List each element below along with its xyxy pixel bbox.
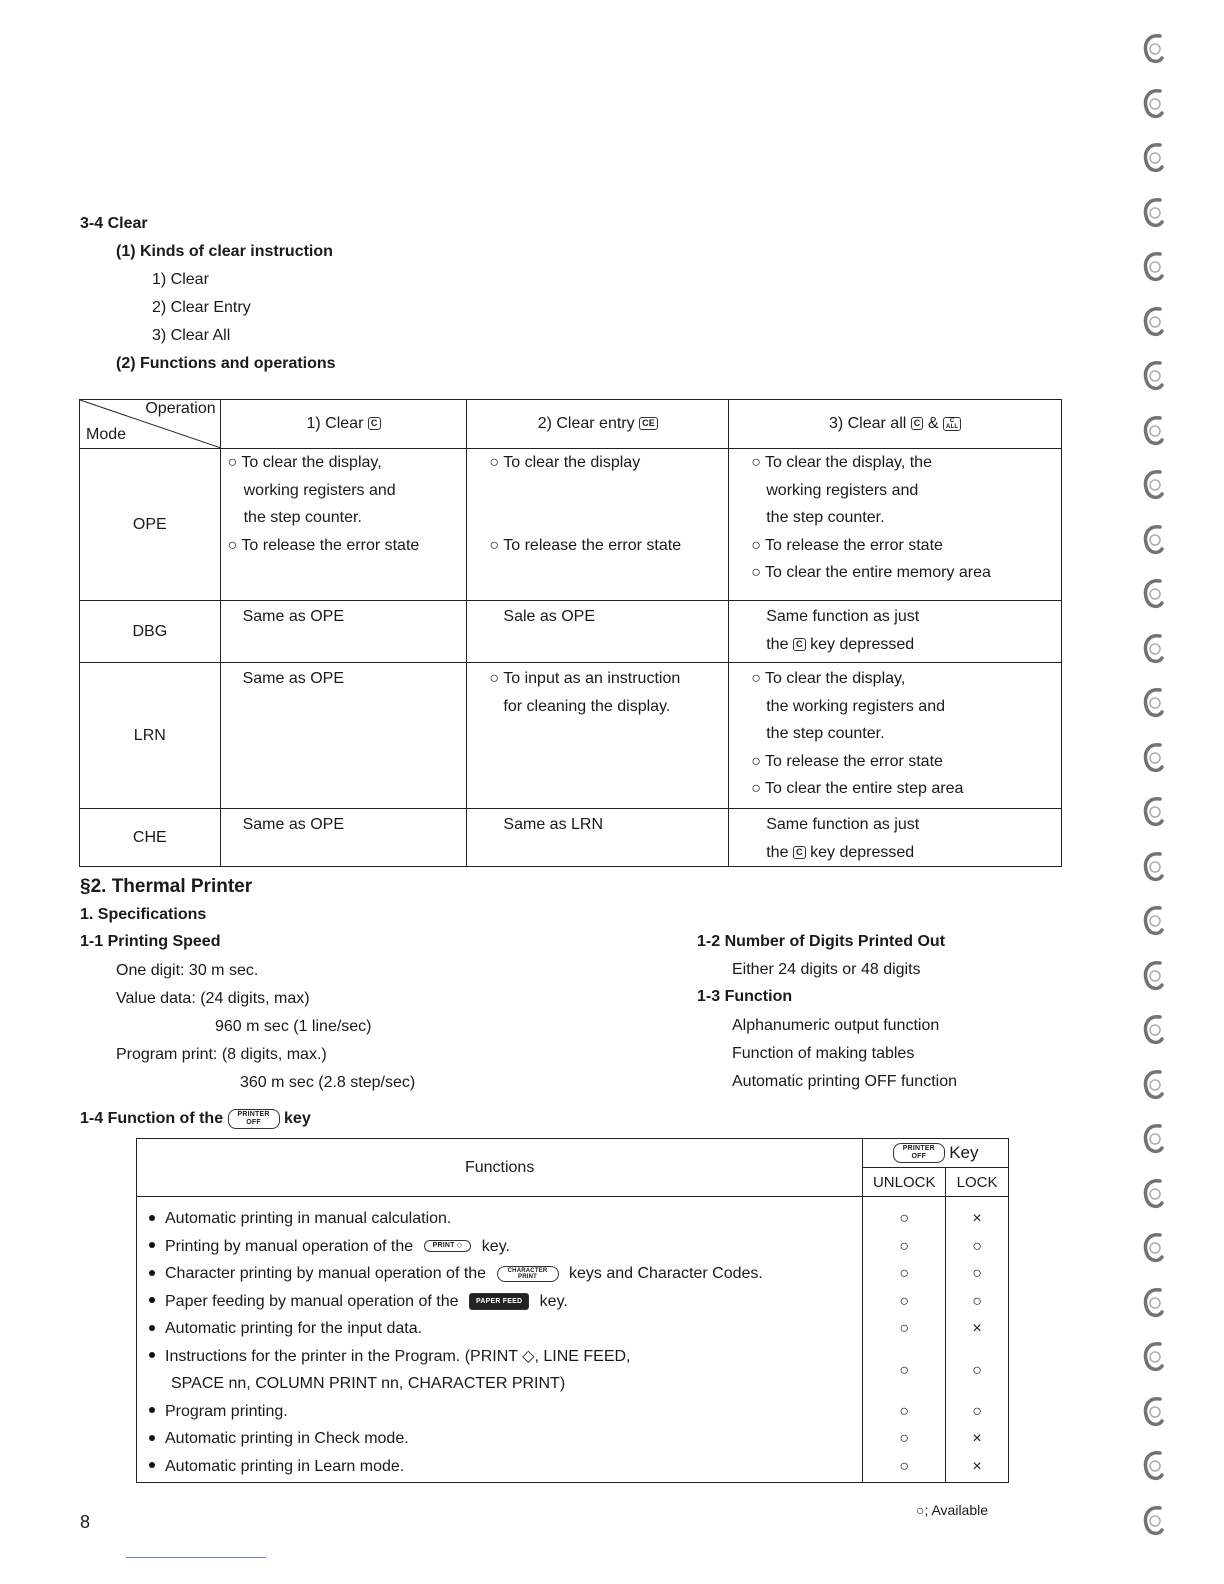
lock-mark: ○: [972, 1265, 982, 1282]
lock-header: LOCK: [946, 1168, 1009, 1197]
unlock-mark: ○: [899, 1361, 910, 1379]
cell-text: ○ To clear the entire step area: [751, 780, 964, 797]
cell-text: ○ To release the error state: [751, 536, 943, 554]
legend: ○; Available: [916, 1502, 989, 1518]
binder-hole-icon: [1138, 139, 1172, 175]
unlock-column: [863, 1197, 946, 1483]
cell-text: the: [766, 635, 789, 653]
binder-hole-icon: [1138, 1175, 1172, 1211]
footer-rule: [126, 1557, 266, 1558]
kind-item: 3) Clear All: [152, 327, 231, 344]
lock-mark: ×: [972, 1320, 982, 1337]
binder-hole-icon: [1138, 1229, 1172, 1265]
clear-all-cell: [729, 809, 1062, 867]
function-text: Automatic printing in Check mode.: [165, 1430, 409, 1447]
specifications-heading: 1. Specifications: [80, 906, 207, 923]
subheading-functions: (2) Functions and operations: [116, 355, 336, 372]
spec-line: 960 m sec (1 line/sec): [215, 1018, 372, 1035]
mode-cell: CHE: [80, 809, 221, 867]
key-header: [863, 1139, 1009, 1168]
cell-text: ○ To clear the display, the: [751, 454, 932, 471]
kind-item: 2) Clear Entry: [152, 299, 251, 316]
cell-text: working registers and: [766, 481, 919, 499]
binder-hole-icon: [1138, 1120, 1172, 1156]
spec-line: Automatic printing OFF function: [732, 1073, 957, 1090]
mode-cell: LRN: [80, 663, 221, 809]
cell-text: ○ To clear the display: [489, 454, 641, 471]
binder-hole-icon: [1138, 1338, 1172, 1374]
unlock-header: UNLOCK: [863, 1168, 946, 1197]
printer-off-key-icon: PRINTER OFF: [228, 1109, 280, 1129]
binder-hole-icon: [1138, 848, 1172, 884]
function-text: Automatic printing in Learn mode.: [165, 1457, 405, 1475]
clear-entry-cell: [467, 809, 729, 867]
lock-column: [946, 1197, 1009, 1483]
function-item-continued: SPACE nn, COLUMN PRINT nn, CHARACTER PRINT): [171, 1375, 566, 1392]
function-item: [137, 1343, 862, 1371]
binder-hole-icon: [1138, 357, 1172, 393]
cell-text: ○ To clear the display,: [227, 454, 382, 471]
lock-mark: ×: [972, 1430, 982, 1447]
clear-all-cell: [729, 663, 1062, 809]
col-header-clear-all: [729, 400, 1062, 449]
table-header-row: [80, 400, 1062, 449]
c-key-icon: C: [793, 846, 806, 859]
binder-hole-icon: [1138, 1011, 1172, 1047]
unlock-mark: ○: [899, 1237, 910, 1255]
col-header-label: 3) Clear all: [828, 415, 907, 432]
lock-mark: ×: [972, 1210, 982, 1227]
binder-hole-icon: [1138, 194, 1172, 230]
function-text: Character printing by manual operation of the: [165, 1265, 487, 1282]
unlock-mark: ○: [899, 1457, 910, 1475]
function-item: [137, 1425, 862, 1453]
binder-hole-icon: [1138, 85, 1172, 121]
table-row: [80, 449, 1062, 601]
binder-hole-icon: [1138, 1066, 1172, 1102]
function-item: [137, 1205, 862, 1233]
subheading-kinds: (1) Kinds of clear instruction: [116, 243, 333, 260]
binder-hole-icon: [1138, 303, 1172, 339]
unlock-mark: ○: [899, 1320, 910, 1337]
binder-hole-icon: [1138, 248, 1172, 284]
character-print-key-icon: CHARACTER PRINT: [497, 1266, 559, 1282]
function-item: [137, 1398, 862, 1426]
table-row: [80, 809, 1062, 867]
function-text: keys and Character Codes.: [568, 1265, 763, 1282]
print-key-icon: PRINT ◇: [424, 1240, 472, 1252]
clear-all-cell: [729, 601, 1062, 663]
function-text: Program printing.: [165, 1402, 288, 1420]
unlock-mark: ○: [899, 1265, 910, 1282]
spec-line: Value data: (24 digits, max): [116, 990, 310, 1007]
clear-cell: [220, 601, 467, 663]
unlock-mark: ○: [899, 1292, 910, 1310]
binder-hole-icon: [1138, 684, 1172, 720]
binder-hole-icon: [1138, 1447, 1172, 1483]
table-row: [80, 601, 1062, 663]
section-heading-clear: 3-4 Clear: [80, 215, 148, 232]
function-text: key.: [539, 1292, 568, 1310]
section-heading-thermal-printer: §2. Thermal Printer: [80, 876, 253, 897]
page-number: 8: [80, 1512, 91, 1532]
printer-off-heading: [80, 1109, 311, 1129]
c-all-key-icon: C ALL: [943, 417, 961, 431]
heading-text: 1-4 Function of the: [80, 1110, 224, 1128]
binder-hole-icon: [1138, 630, 1172, 666]
functions-list: [137, 1197, 863, 1483]
lock-mark: ×: [972, 1457, 982, 1475]
printer-off-key-icon: PRINTER OFF: [893, 1143, 945, 1163]
table-row: [80, 663, 1062, 809]
lock-mark: ○: [972, 1402, 982, 1420]
binder-hole-icon: [1138, 575, 1172, 611]
cell-text: ○ To clear the display,: [751, 670, 906, 687]
functions-header: Functions: [137, 1139, 863, 1197]
function-item: [137, 1233, 862, 1261]
function-text: Paper feeding by manual operation of the: [165, 1292, 459, 1310]
function-item: [137, 1315, 862, 1343]
binder-hole-icon: [1138, 1284, 1172, 1320]
lock-mark: ○: [972, 1361, 982, 1379]
function-text: Automatic printing for the input data.: [165, 1320, 423, 1337]
col-header-clear: [220, 400, 467, 449]
c-key-icon: C: [793, 638, 806, 651]
mode-operation-header: [80, 400, 221, 449]
kind-item: 1) Clear: [152, 271, 209, 288]
spec-line: Alphanumeric output function: [732, 1017, 940, 1034]
spec-line: Either 24 digits or 48 digits: [732, 961, 921, 978]
spec-line: Program print: (8 digits, max.): [116, 1046, 327, 1063]
binder-hole-icon: [1138, 1393, 1172, 1429]
cell-text: key depressed: [810, 843, 915, 861]
binder-hole-icon: [1138, 521, 1172, 557]
function-text: Automatic printing in manual calculation.: [165, 1210, 452, 1227]
cell-text: Same as OPE: [242, 608, 344, 625]
operation-label: Operation: [145, 400, 216, 417]
cell-text: Same as OPE: [242, 670, 344, 687]
binder-hole-icon: [1138, 466, 1172, 502]
function-item: [137, 1453, 862, 1481]
mode-label: Mode: [86, 426, 127, 443]
table-body: [137, 1197, 1009, 1483]
printing-speed-heading: 1-1 Printing Speed: [80, 933, 221, 950]
paper-feed-key-icon: PAPER FEED: [469, 1293, 529, 1310]
c-key-icon: C: [911, 417, 924, 430]
mode-cell: DBG: [80, 601, 221, 663]
cell-text: key depressed: [810, 635, 915, 653]
ampersand: &: [927, 415, 939, 432]
cell-text: Sale as OPE: [503, 608, 596, 625]
function-heading: 1-3 Function: [697, 988, 793, 1005]
binder-hole-icon: [1138, 902, 1172, 938]
ce-key-icon: CE: [639, 417, 658, 430]
lock-mark: ○: [972, 1292, 982, 1310]
spec-line: Function of making tables: [732, 1045, 915, 1062]
digits-printed-heading: 1-2 Number of Digits Printed Out: [697, 933, 946, 950]
binder-hole-icon: [1138, 739, 1172, 775]
binder-hole-icon: [1138, 957, 1172, 993]
cell-text: ○ To release the error state: [227, 536, 420, 554]
cell-text: Same function as just: [766, 816, 920, 833]
cell-text: the step counter.: [766, 509, 885, 526]
clear-cell: [220, 449, 467, 601]
cell-text: ○ To clear the entire memory area: [751, 564, 991, 581]
mode-cell: OPE: [80, 449, 221, 601]
cell-text: the step counter.: [766, 725, 885, 742]
unlock-mark: ○: [899, 1210, 910, 1227]
heading-text: key: [284, 1110, 311, 1128]
col-header-label: 1) Clear: [306, 415, 364, 432]
cell-text: working registers and: [243, 481, 396, 499]
function-text: Printing by manual operation of the: [165, 1237, 414, 1255]
function-text: key.: [481, 1237, 510, 1255]
cell-text: Same as OPE: [242, 816, 344, 833]
unlock-mark: ○: [899, 1402, 910, 1420]
spec-line: One digit: 30 m sec.: [116, 962, 259, 979]
function-item: [137, 1260, 862, 1288]
unlock-mark: ○: [899, 1430, 910, 1447]
c-key-icon: C: [368, 417, 381, 430]
clear-entry-cell: [467, 601, 729, 663]
printer-off-function-table: [136, 1138, 1009, 1483]
col-header-label: 2) Clear entry: [537, 415, 635, 432]
function-text: Instructions for the printer in the Program. (PRINT ◇, LINE FEED,: [165, 1347, 631, 1365]
cell-text: ○ To release the error state: [751, 752, 943, 770]
key-label: Key: [949, 1142, 979, 1162]
binder-hole-icon: [1138, 30, 1172, 66]
lock-mark: ○: [972, 1237, 982, 1255]
clear-functions-table: [79, 399, 1062, 867]
clear-all-cell: [729, 449, 1062, 601]
binder-hole-icon: [1138, 412, 1172, 448]
cell-text: ○ To input as an instruction: [489, 670, 681, 687]
cell-text: the: [766, 843, 789, 861]
cell-text: the working registers and: [766, 697, 945, 715]
clear-cell: [220, 663, 467, 809]
function-item: [137, 1288, 862, 1316]
cell-text: Same as LRN: [503, 816, 604, 833]
col-header-clear-entry: [467, 400, 729, 449]
cell-text: ○ To release the error state: [489, 536, 682, 554]
cell-text: for cleaning the display.: [503, 697, 671, 715]
clear-cell: [220, 809, 467, 867]
clear-entry-cell: [467, 663, 729, 809]
cell-text: the step counter.: [243, 509, 362, 526]
clear-entry-cell: [467, 449, 729, 601]
binder-hole-icon: [1138, 1502, 1172, 1538]
spec-line: 360 m sec (2.8 step/sec): [240, 1074, 416, 1091]
table-header-row: [137, 1139, 1009, 1168]
binder-hole-icon: [1138, 793, 1172, 829]
cell-text: Same function as just: [766, 608, 920, 625]
